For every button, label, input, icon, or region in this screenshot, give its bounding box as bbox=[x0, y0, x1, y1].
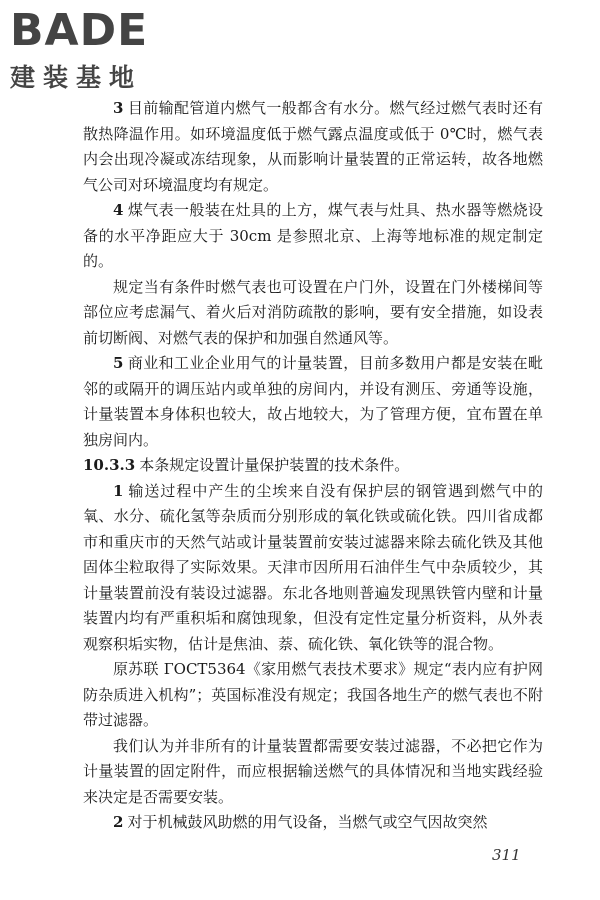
paragraph-item-4 bbox=[83, 198, 543, 275]
paragraph-text: 煤气表一般装在灶具的上方，煤气表与灶具、热水器等燃烧设备的水平净距应大于 30cm 是参照北京、上海等地标准的规定制定的。 bbox=[83, 201, 543, 270]
paragraph-text: 对于机械鼓风助燃的用气设备，当燃气或空气因故突然 bbox=[127, 813, 488, 831]
item-number: 5 bbox=[113, 354, 124, 372]
paragraph-item-1-continued bbox=[83, 657, 543, 734]
logo-wordmark: BADE bbox=[10, 5, 149, 56]
paragraph-text: 我们认为并非所有的计量装置都需要安装过滤器，不必把它作为计量装置的固定附件，而应根据输送燃气的具体情况和当地实践经验来决定是否需要安装。 bbox=[83, 736, 543, 806]
paragraph-item-2 bbox=[83, 810, 543, 836]
paragraph-item-1-conclusion bbox=[83, 734, 543, 811]
item-number: 4 bbox=[113, 201, 124, 219]
paragraph-text: 原苏联 ГОСТ5364《家用燃气表技术要求》规定“表内应有护网防杂质进入机构”；英国标准没有规定；我国各地生产的燃气表也不附带过滤器。 bbox=[83, 660, 543, 729]
document-body bbox=[83, 96, 543, 836]
item-number: 1 bbox=[113, 481, 124, 500]
item-number: 3 bbox=[113, 99, 124, 117]
page-number: 311 bbox=[492, 846, 521, 864]
paragraph-item-1 bbox=[83, 479, 543, 658]
paragraph-item-3 bbox=[83, 96, 543, 198]
section-number: 10.3.3 bbox=[83, 456, 136, 474]
paragraph-item-5 bbox=[83, 351, 543, 453]
section-heading-10-3-3 bbox=[83, 453, 543, 479]
paragraph-text: 目前输配管道内燃气一般都含有水分。燃气经过燃气表时还有散热降温作用。如环境温度低于燃气露点温度或低于 0℃时，燃气表内会出现冷凝或冻结现象，从而影响计量装置的正常运转，故各地燃气公司对环境温度均有规定。 bbox=[83, 99, 543, 194]
paragraph-item-4-continued bbox=[83, 275, 543, 352]
section-text: 本条规定设置计量保护装置的技术条件。 bbox=[139, 456, 410, 474]
paragraph-text: 商业和工业企业用气的计量装置，目前多数用户都是安装在毗邻的或隔开的调压站内或单独的房间内，并设有测压、旁通等设施，计量装置本身体积也较大，故占地较大，为了管理方便，宜布置在单独房间内。 bbox=[83, 354, 543, 449]
paragraph-text: 输送过程中产生的尘埃来自没有保护层的钢管遇到燃气中的氧、水分、硫化氢等杂质而分别形成的氧化铁或硫化铁。四川省成都市和重庆市的天然气站或计量装置前安装过滤器来除去硫化铁及其他固体尘粒取得了实际效果。天津市因所用石油伴生气中杂质较少，其计量装置前没有装设过滤器。东北各地则普遍发现黑铁管内壁和计量装置内均有严重积垢和腐蚀现象，但没有定性定量分析资料，从外表观察积垢实物，估计是焦油、萘、硫化铁、氧化铁等的混合物。 bbox=[83, 481, 543, 653]
logo-chinese-text: 建装基地 bbox=[10, 63, 143, 92]
bade-logo bbox=[10, 6, 185, 94]
item-number: 2 bbox=[113, 813, 124, 831]
paragraph-text: 规定当有条件时燃气表也可设置在户门外，设置在门外楼梯间等部位应考虑漏气、着火后对消防疏散的影响，要有安全措施，如设表前切断阀、对燃气表的保护和加强自然通风等。 bbox=[83, 277, 543, 347]
